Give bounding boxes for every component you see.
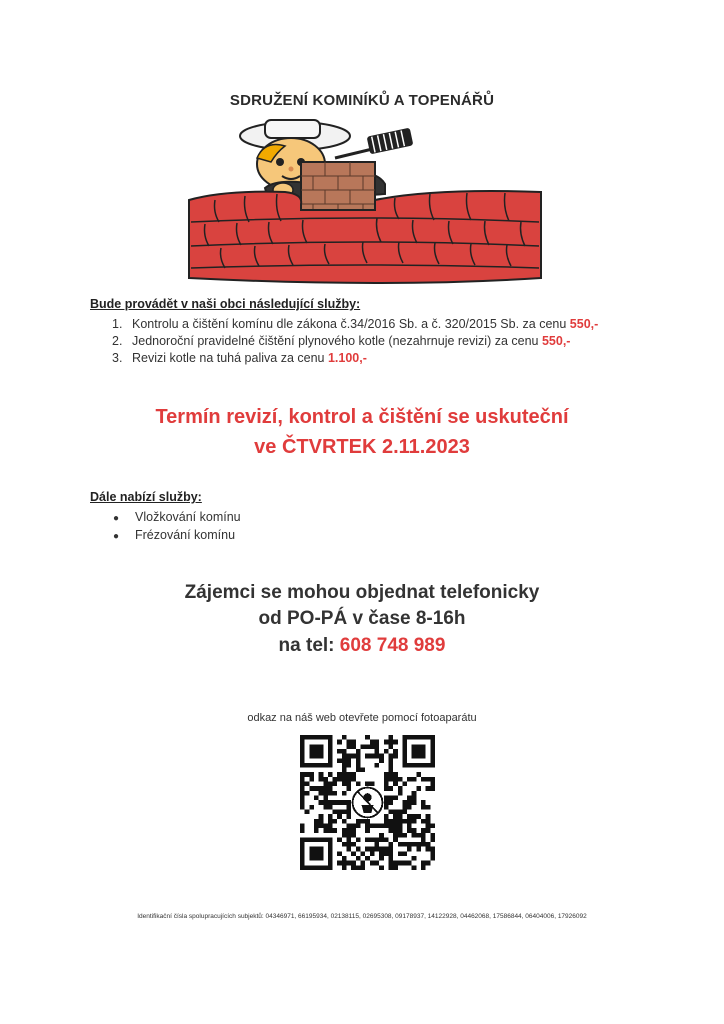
chimney-sweep-illustration (185, 118, 545, 286)
contact-hours: od PO-PÁ v čase 8-16h (258, 608, 466, 629)
service-item (112, 334, 570, 348)
extra-service-item (113, 528, 235, 542)
announcement-line: Termín revizí, kontrol a čištění se uskuteční (155, 406, 569, 428)
service-text: Jednoroční pravidelné čištění plynového kotle (nezahrnuje revizi) za cenu (132, 334, 542, 348)
service-number: 2. (112, 334, 123, 348)
service-price: 550,- (569, 317, 599, 331)
services-heading: Bude provádět v naši obci následující služby: (90, 297, 361, 311)
qr-code[interactable] (300, 735, 435, 870)
service-price: 1.100,- (327, 351, 367, 365)
service-price: 550,- (541, 334, 571, 348)
extra-service-text: Frézování komínu (135, 528, 236, 542)
service-item (112, 351, 367, 365)
service-number: 3. (112, 351, 123, 365)
qr-logo-icon (353, 788, 383, 818)
bullet-icon: ● (113, 531, 120, 542)
qr-caption: odkaz na náš web otevřete pomocí fotoaparátu (247, 712, 477, 724)
contact-phone-line (0, 635, 724, 657)
contact-line: Zájemci se mohou objednat telefonicky (184, 582, 540, 603)
phone-prefix: na tel: (278, 635, 340, 656)
extra-service-item (113, 510, 241, 524)
extra-service-text: Vložkování komínu (135, 510, 241, 524)
service-text: Kontrolu a čištění komínu dle zákona č.34/2016 Sb. a č. 320/2015 Sb. za cenu (132, 317, 570, 331)
organization-title: SDRUŽENÍ KOMINÍKŮ A TOPENÁŘŮ (229, 92, 495, 109)
announcement-date: ve ČTVRTEK 2.11.2023 (254, 436, 470, 458)
service-text: Revizi kotle na tuhá paliva za cenu (132, 351, 328, 365)
service-item (112, 317, 598, 331)
extra-services-heading: Dále nabízí služby: (90, 490, 202, 504)
service-number: 1. (112, 317, 123, 331)
phone-number[interactable]: 608 748 989 (339, 635, 446, 656)
footer-ids: Identifikační čísla spolupracujících subjektů: 04346971, 66195934, 02138115, 02695308, 09178937, 14122928, 04462068, 17586844, 06404006, 17926092 (137, 913, 587, 920)
bullet-icon: ● (113, 513, 120, 524)
